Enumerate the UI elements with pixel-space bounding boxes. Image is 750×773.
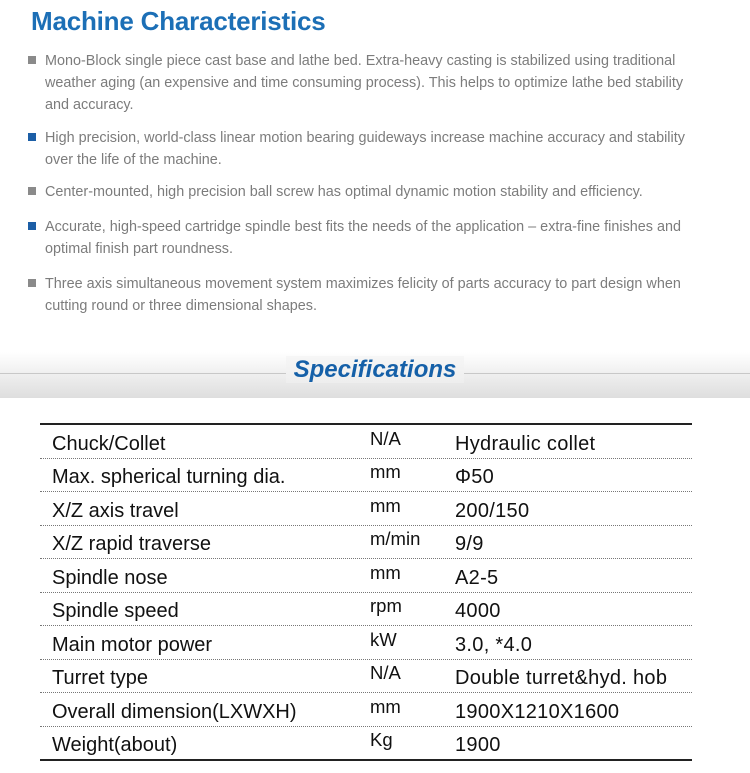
- table-row: [40, 626, 692, 660]
- table-row: [40, 693, 692, 727]
- spec-value: 200/150: [455, 499, 530, 522]
- feature-text: Three axis simultaneous movement system maximizes felicity of parts accuracy to part design when cutting round or three dimensional shapes.: [45, 276, 681, 314]
- spec-unit: mm: [370, 695, 401, 717]
- spec-item: Max. spherical turning dia.: [52, 466, 286, 488]
- square-bullet-icon: [28, 279, 36, 287]
- table-row: [40, 526, 692, 560]
- specifications-heading: [275, 352, 475, 388]
- spec-item: Spindle speed: [52, 600, 179, 622]
- spec-value: 1900: [455, 734, 501, 756]
- square-bullet-icon: [28, 133, 36, 141]
- spec-unit: N/A: [370, 662, 401, 683]
- square-bullet-icon: [28, 56, 36, 64]
- spec-value: Hydraulic collet: [455, 432, 596, 455]
- feature-item: [28, 127, 705, 171]
- spec-unit: m/min: [370, 528, 421, 549]
- specifications-table: [40, 423, 692, 761]
- spec-item: Overall dimension(LXWXH): [52, 700, 297, 723]
- spec-item: Turret type: [52, 667, 148, 689]
- table-row: [40, 425, 692, 459]
- spec-unit: mm: [370, 494, 401, 516]
- feature-item: [28, 181, 725, 203]
- spec-unit: mm: [370, 461, 401, 482]
- table-row: [40, 492, 692, 526]
- spec-unit: kW: [370, 628, 397, 650]
- spec-unit: rpm: [370, 595, 402, 616]
- spec-item: X/Z rapid traverse: [52, 533, 211, 555]
- spec-value: 4000: [455, 600, 501, 622]
- table-row: [40, 459, 692, 493]
- spec-item: Weight(about): [52, 734, 178, 756]
- specifications-title: Specifications: [286, 356, 465, 383]
- spec-unit: Kg: [370, 729, 393, 750]
- feature-text: Mono-Block single piece cast base and lathe bed. Extra-heavy casting is stabilized using traditional weather aging (an expensive and time consuming process). This helps to optimize lathe bed stability and accuracy.: [45, 53, 684, 113]
- spec-item: Chuck/Collet: [52, 432, 166, 455]
- spec-unit: mm: [370, 561, 401, 583]
- feature-item: [28, 216, 715, 260]
- spec-value: Φ50: [455, 466, 495, 488]
- spec-value: 9/9: [455, 533, 484, 555]
- spec-value: Double turret&hyd. hob: [455, 667, 668, 689]
- feature-text: Center-mounted, high precision ball screw has optimal dynamic motion stability and efficiency.: [45, 184, 643, 200]
- table-row: [40, 660, 692, 694]
- square-bullet-icon: [28, 222, 36, 230]
- table-row: [40, 727, 692, 760]
- table-row: [40, 559, 692, 593]
- spec-item: X/Z axis travel: [52, 499, 179, 522]
- feature-item: [28, 50, 705, 116]
- square-bullet-icon: [28, 187, 36, 195]
- spec-value: 3.0, *4.0: [455, 633, 533, 656]
- table-row: [40, 593, 692, 627]
- section-title: Machine Characteristics: [31, 6, 326, 36]
- spec-value: 1900X1210X1600: [455, 700, 620, 723]
- spec-value: A2-5: [455, 566, 499, 589]
- feature-text: High precision, world-class linear motion bearing guideways increase machine accuracy and stability over the life of the machine.: [45, 130, 685, 168]
- feature-item: [28, 273, 715, 317]
- spec-item: Main motor power: [52, 633, 213, 656]
- spec-unit: N/A: [370, 427, 401, 449]
- spec-item: Spindle nose: [52, 566, 168, 589]
- feature-text: Accurate, high-speed cartridge spindle best fits the needs of the application – extra-fine finishes and optimal finish part roundness.: [45, 219, 681, 257]
